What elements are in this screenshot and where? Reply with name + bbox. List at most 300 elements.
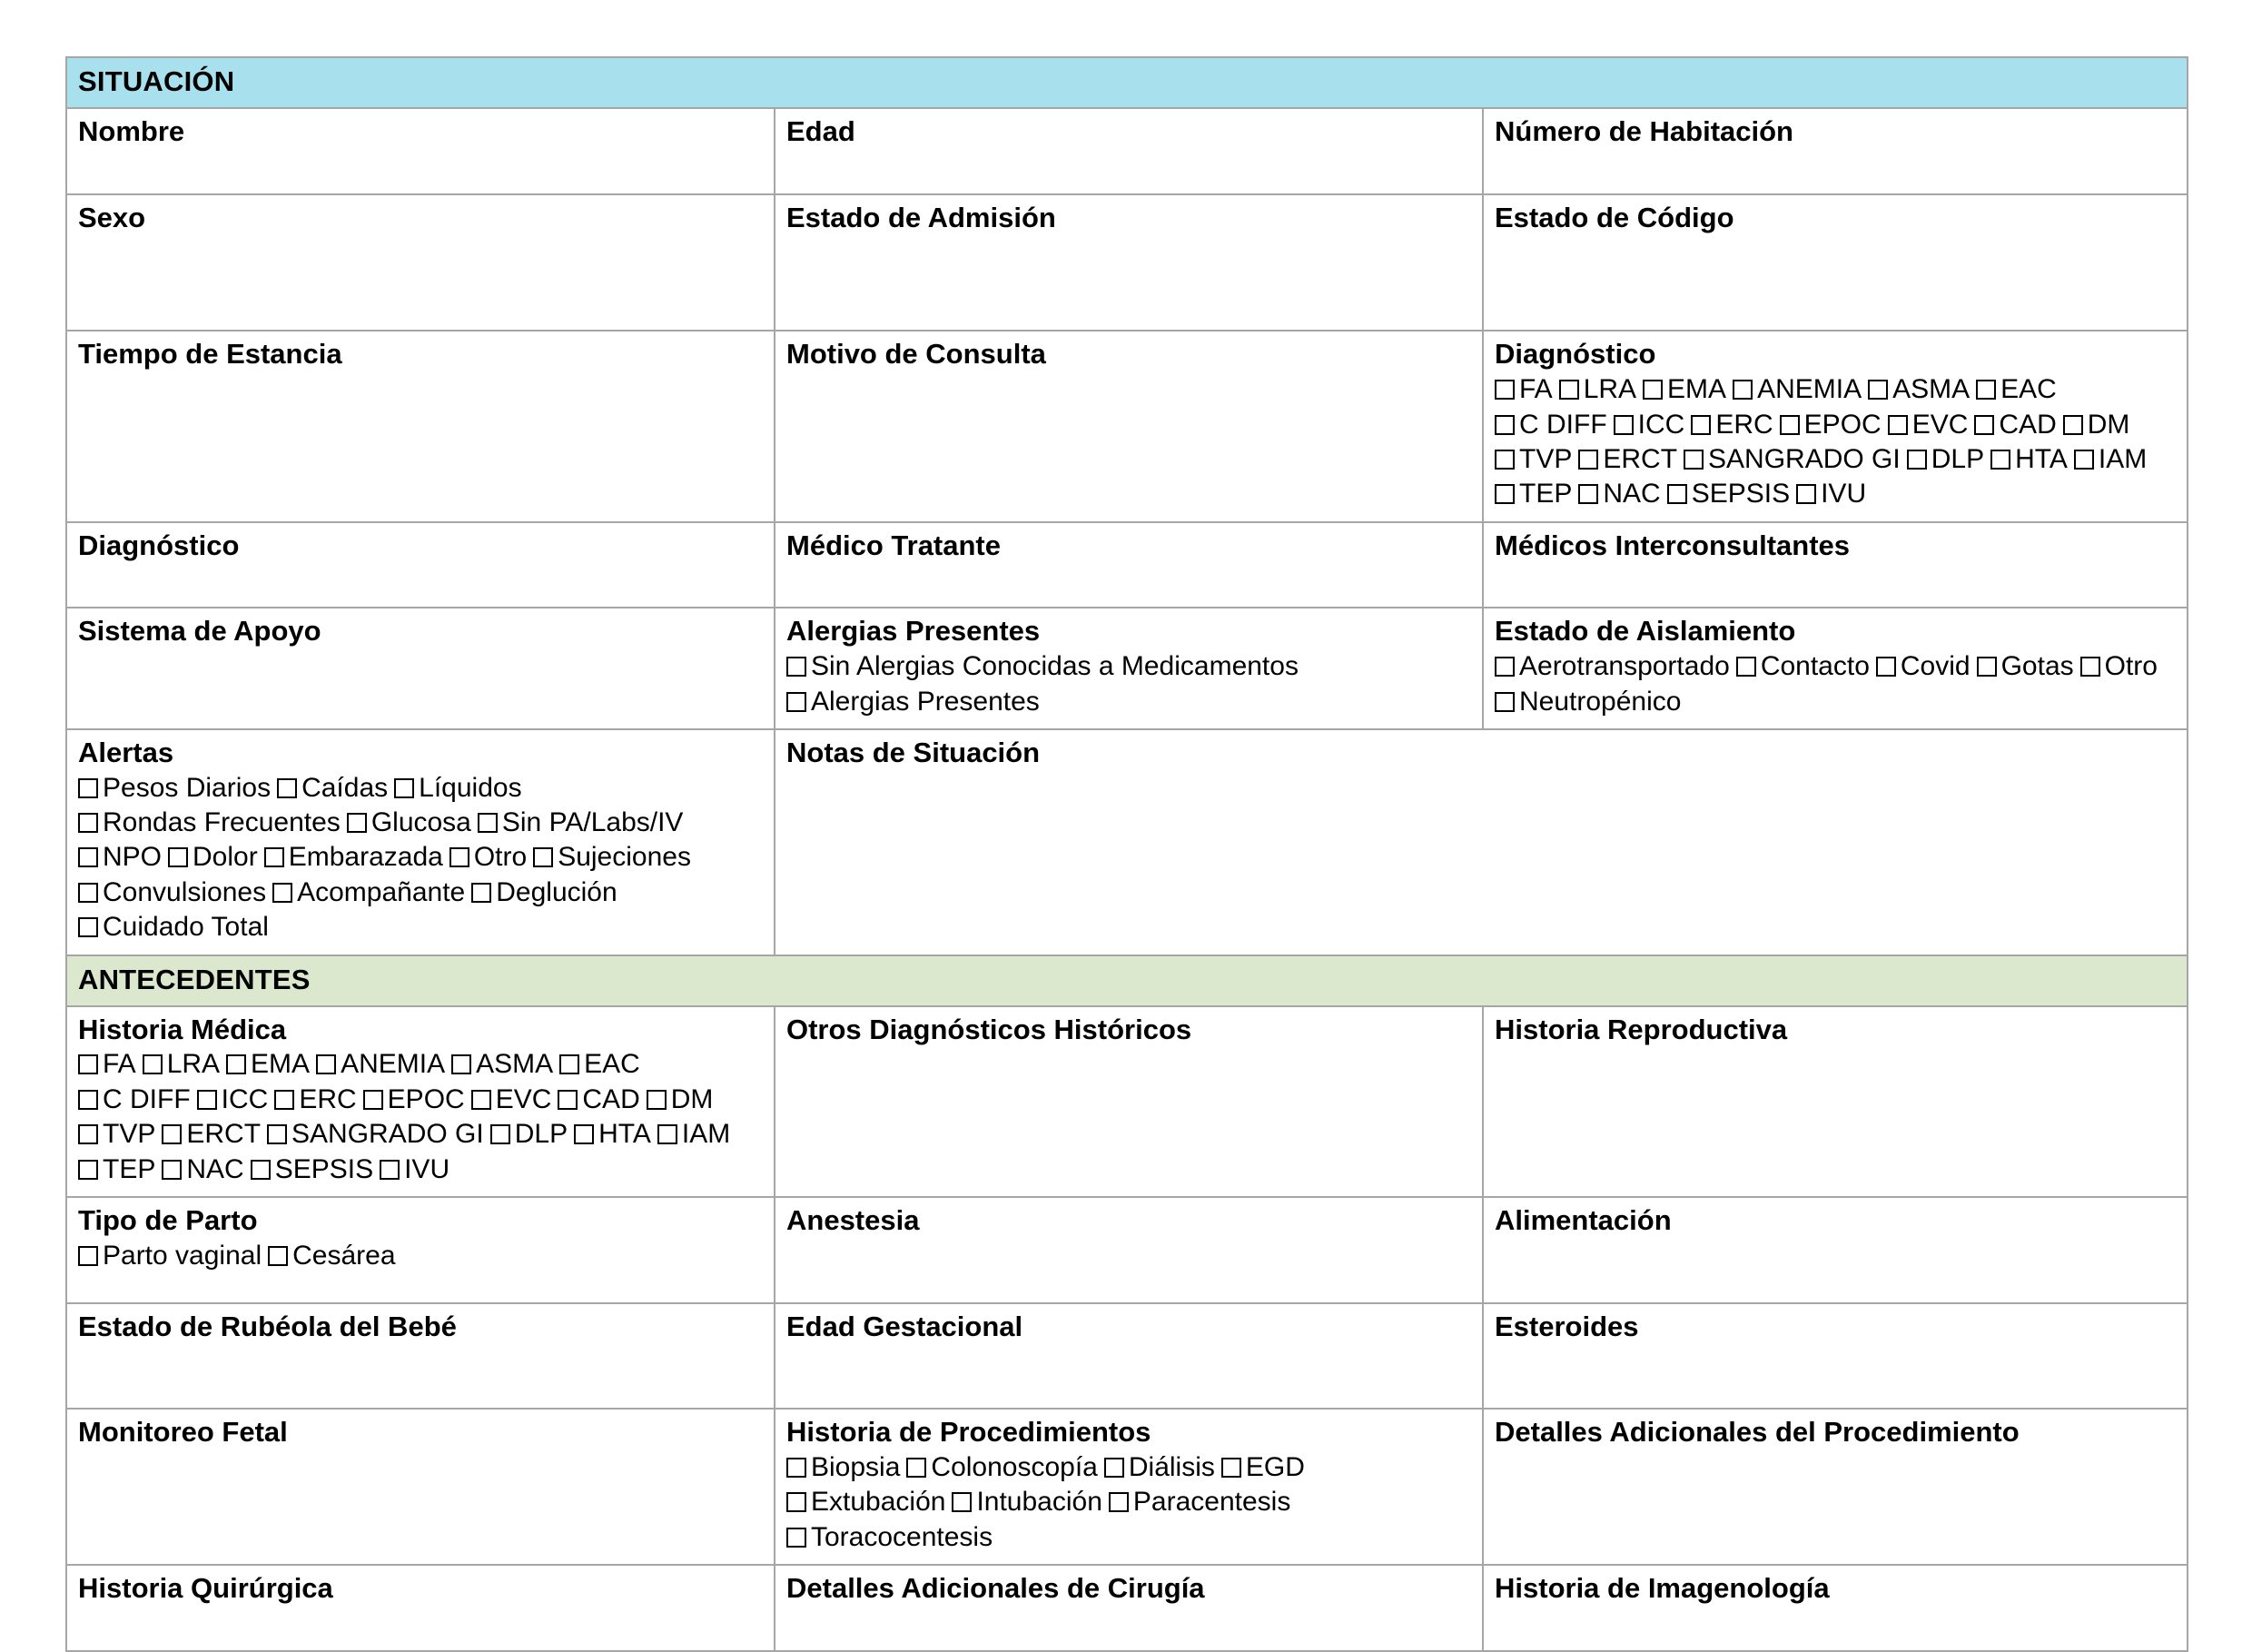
checkbox-option[interactable] [1578,477,1660,511]
form-field-cell[interactable] [1483,194,2188,331]
checkbox-icon[interactable] [1691,415,1711,435]
checkbox-label: FA [1519,374,1553,405]
checkbox-icon[interactable] [162,1124,182,1144]
form-row [66,1006,2188,1197]
checkbox-icon[interactable] [264,847,284,867]
checkbox-icon[interactable] [1796,484,1816,504]
form-field-cell[interactable] [775,608,1483,729]
checkbox-option[interactable] [471,875,617,910]
checkbox-option-group [1495,649,2176,719]
checkbox-icon[interactable] [1109,1492,1129,1512]
form-field-cell[interactable] [775,1303,1483,1410]
checkbox-icon[interactable] [380,1160,400,1180]
checkbox-icon[interactable] [267,1124,287,1144]
checkbox-icon[interactable] [277,778,297,798]
checkbox-option[interactable] [786,1485,945,1519]
checkbox-icon[interactable] [78,1246,98,1266]
checkbox-label: ERC [1715,409,1773,440]
checkbox-icon[interactable] [1495,380,1515,400]
checkbox-icon[interactable] [1888,415,1908,435]
checkbox-option[interactable] [1907,442,1984,477]
checkbox-icon[interactable] [574,1124,594,1144]
checkbox-option-group [78,1047,763,1187]
checkbox-label: CAD [1999,409,2057,440]
field-label: Estado de Admisión [786,201,1056,233]
checkbox-option[interactable] [78,1239,262,1273]
checkbox-icon[interactable] [1990,450,2010,470]
form-field-cell[interactable] [66,108,775,194]
form-row [66,1197,2188,1303]
checkbox-label: TEP [1519,479,1573,509]
checkbox-label: NPO [103,842,163,873]
field-label: Edad Gestacional [786,1310,1023,1342]
checkbox-label: Sujeciones [558,842,691,873]
checkbox-label: TVP [103,1119,156,1150]
checkbox-option[interactable] [274,1083,356,1117]
checkbox-icon[interactable] [1643,380,1663,400]
form-field-cell[interactable] [66,1565,775,1651]
field-label: Diagnóstico [78,529,240,561]
checkbox-option[interactable] [1780,408,1882,442]
field-label: Médico Tratante [786,529,1001,561]
checkbox-icon[interactable] [168,847,188,867]
checkbox-icon[interactable] [1736,657,1756,677]
checkbox-icon[interactable] [471,1090,491,1110]
checkbox-icon[interactable] [1667,484,1687,504]
form-field-cell[interactable] [1483,1409,2188,1565]
checkbox-label: Otro [2104,651,2158,682]
form-field-cell[interactable] [1483,608,2188,729]
checkbox-label: Colonoscopía [931,1452,1098,1483]
field-label: Motivo de Consulta [786,338,1046,371]
checkbox-option[interactable] [1733,372,1862,407]
checkbox-label: Alergias Presentes [811,686,1040,717]
field-label: Alergias Presentes [786,615,1041,648]
checkbox-icon[interactable] [78,883,98,903]
field-label: Nombre [78,115,185,147]
checkbox-icon[interactable] [1559,380,1579,400]
checkbox-option[interactable] [1643,372,1726,407]
checkbox-option[interactable] [451,1047,553,1082]
checkbox-icon[interactable] [78,1160,98,1180]
field-write-area[interactable] [78,371,763,458]
field-write-area[interactable] [786,769,2176,856]
checkbox-icon[interactable] [559,1054,579,1074]
checkbox-icon[interactable] [786,1458,806,1478]
checkbox-icon[interactable] [1495,692,1515,712]
checkbox-option-group [78,771,763,945]
checkbox-label: EMA [1667,374,1727,405]
checkbox-icon[interactable] [786,1528,806,1548]
field-write-area[interactable] [1495,1449,2176,1505]
checkbox-option[interactable] [143,1047,220,1082]
checkbox-option[interactable] [647,1083,714,1117]
checkbox-option[interactable] [363,1083,465,1117]
field-write-area[interactable] [786,371,1471,458]
form-field-cell[interactable] [775,108,1483,194]
checkbox-label: ASMA [1892,374,1970,405]
checkbox-label: EGD [1245,1452,1305,1483]
checkbox-icon[interactable] [1495,415,1515,435]
checkbox-option[interactable] [162,1117,261,1152]
checkbox-icon[interactable] [1104,1458,1124,1478]
checkbox-option[interactable] [1614,408,1685,442]
checkbox-icon[interactable] [274,1090,294,1110]
form-row [66,608,2188,729]
field-label: Sexo [78,201,146,233]
form-field-cell[interactable] [775,729,2188,955]
form-field-cell[interactable] [1483,1197,2188,1303]
checkbox-option[interactable] [1888,408,1969,442]
checkbox-label: C DIFF [103,1083,191,1114]
checkbox-option[interactable] [786,1450,900,1485]
checkbox-icon[interactable] [1974,415,1994,435]
checkbox-icon[interactable] [1733,380,1753,400]
checkbox-option[interactable] [952,1485,1101,1519]
field-label: Monitoreo Fetal [78,1416,288,1449]
checkbox-label: ANEMIA [341,1049,446,1080]
field-write-area[interactable] [78,148,763,184]
checkbox-label: Deglución [496,876,617,907]
checkbox-option[interactable] [574,1117,651,1152]
checkbox-label: EPOC [387,1083,465,1114]
checkbox-option[interactable] [1868,372,1970,407]
form-field-cell[interactable] [66,1197,775,1303]
field-write-area[interactable] [1495,148,2176,184]
checkbox-label: Pesos Diarios [103,772,272,803]
checkbox-option[interactable] [1221,1450,1305,1485]
checkbox-icon[interactable] [363,1090,383,1110]
checkbox-option[interactable] [2074,442,2147,477]
checkbox-option[interactable] [558,1083,639,1117]
checkbox-option[interactable] [1876,649,1970,684]
field-write-area[interactable] [786,1045,1471,1133]
checkbox-icon[interactable] [197,1090,217,1110]
checkbox-label: ERCT [1603,443,1678,474]
form-field-cell[interactable] [1483,1006,2188,1197]
field-write-area[interactable] [78,233,763,321]
checkbox-option-group [786,1450,1471,1555]
form-field-cell[interactable] [1483,522,2188,608]
field-write-area[interactable] [1495,561,2176,598]
checkbox-option-group [1495,372,2176,512]
section-header-situacion [66,57,2188,108]
checkbox-label: Embarazada [288,842,443,873]
checkbox-icon[interactable] [347,813,367,833]
checkbox-option[interactable] [1736,649,1870,684]
form-field-cell[interactable] [66,729,775,955]
checkbox-option[interactable] [490,1117,568,1152]
form-field-cell[interactable] [775,331,1483,521]
checkbox-option[interactable] [906,1450,1097,1485]
form-field-cell[interactable] [775,1565,1483,1651]
checkbox-icon[interactable] [1578,484,1598,504]
checkbox-option[interactable] [78,1117,155,1152]
checkbox-icon[interactable] [786,657,806,677]
checkbox-label: TEP [103,1153,156,1184]
checkbox-icon[interactable] [1684,450,1704,470]
field-label: Edad [786,115,855,147]
checkbox-option[interactable] [786,649,1299,684]
section-title: ANTECEDENTES [78,963,311,995]
form-field-cell[interactable] [1483,1565,2188,1651]
checkbox-option[interactable] [471,1083,552,1117]
checkbox-option[interactable] [1976,372,2057,407]
checkbox-icon[interactable] [1495,657,1515,677]
field-label: Detalles Adicionales de Cirugía [786,1572,1205,1605]
field-label: Esteroides [1495,1310,1639,1342]
form-field-cell[interactable] [775,1409,1483,1565]
checkbox-option[interactable] [1559,372,1636,407]
checkbox-label: ICC [221,1083,269,1114]
checkbox-option[interactable] [2080,649,2158,684]
checkbox-icon[interactable] [1868,380,1888,400]
checkbox-option[interactable] [272,875,465,910]
checkbox-icon[interactable] [1780,415,1800,435]
form-field-cell[interactable] [66,1409,775,1565]
checkbox-label: C DIFF [1519,409,1607,440]
checkbox-option[interactable] [1104,1450,1215,1485]
checkbox-option[interactable] [264,840,443,875]
field-write-area[interactable] [1495,1045,2176,1133]
checkbox-option[interactable] [226,1047,310,1082]
field-write-area[interactable] [1495,1605,2176,1641]
checkbox-label: ASMA [476,1049,554,1080]
checkbox-icon[interactable] [316,1054,336,1074]
checkbox-icon[interactable] [533,847,553,867]
checkbox-icon[interactable] [471,883,491,903]
field-write-area[interactable] [786,148,1471,184]
checkbox-option[interactable] [380,1152,449,1187]
checkbox-icon[interactable] [1221,1458,1241,1478]
form-row [66,1565,2188,1651]
form-row [66,1409,2188,1565]
checkbox-option[interactable] [1495,372,1553,407]
checkbox-option[interactable] [268,1239,395,1273]
checkbox-label: EAC [2000,374,2057,405]
checkbox-option[interactable] [786,685,1040,719]
field-label: Estado de Rubéola del Bebé [78,1310,457,1342]
checkbox-label: Biopsia [811,1452,901,1483]
checkbox-icon[interactable] [906,1458,926,1478]
checkbox-label: IVU [1821,479,1867,509]
checkbox-option[interactable] [251,1152,373,1187]
checkbox-option[interactable] [1977,649,2074,684]
field-write-area[interactable] [78,1449,763,1505]
checkbox-label: Rondas Frecuentes [103,807,341,838]
field-label: Otros Diagnósticos Históricos [786,1013,1192,1045]
checkbox-icon[interactable] [449,847,469,867]
checkbox-label: HTA [2015,443,2068,474]
checkbox-option[interactable] [533,840,691,875]
checkbox-icon[interactable] [394,778,414,798]
checkbox-option[interactable] [657,1117,730,1152]
field-write-area[interactable] [78,561,763,598]
checkbox-icon[interactable] [2063,415,2083,435]
checkbox-option[interactable] [1495,408,1607,442]
checkbox-option[interactable] [78,910,269,945]
checkbox-option[interactable] [197,1083,269,1117]
checkbox-option[interactable] [78,1152,155,1187]
checkbox-icon[interactable] [647,1090,667,1110]
form-row [66,522,2188,608]
checkbox-option[interactable] [1109,1485,1290,1519]
checkbox-option[interactable] [168,840,258,875]
checkbox-icon[interactable] [657,1124,677,1144]
field-write-area[interactable] [786,561,1471,598]
checkbox-icon[interactable] [1495,450,1515,470]
field-write-area[interactable] [786,1237,1471,1293]
checkbox-option[interactable] [786,1520,993,1555]
checkbox-option[interactable] [1667,477,1790,511]
field-write-area[interactable] [786,233,1471,321]
form-field-cell[interactable] [66,1006,775,1197]
checkbox-label: Aerotransportado [1519,651,1730,682]
checkbox-option[interactable] [1578,442,1677,477]
field-write-area[interactable] [1495,1237,2176,1293]
patient-handoff-form [65,56,2188,1652]
form-field-cell[interactable] [66,522,775,608]
checkbox-icon[interactable] [268,1246,288,1266]
checkbox-option[interactable] [1974,408,2056,442]
field-label: Historia Quirúrgica [78,1572,333,1605]
field-label: Notas de Situación [786,736,1041,768]
field-write-area[interactable] [1495,233,2176,321]
checkbox-option[interactable] [394,771,521,806]
field-write-area[interactable] [1495,1342,2176,1399]
checkbox-option[interactable] [559,1047,640,1082]
checkbox-icon[interactable] [952,1492,972,1512]
form-row [66,108,2188,194]
checkbox-icon[interactable] [1977,657,1997,677]
checkbox-icon[interactable] [251,1160,271,1180]
field-write-area[interactable] [78,648,763,704]
checkbox-icon[interactable] [786,1492,806,1512]
field-label: Historia de Imagenología [1495,1572,1830,1605]
checkbox-icon[interactable] [1495,484,1515,504]
form-field-cell[interactable] [1483,331,2188,521]
field-label: Anestesia [786,1203,920,1236]
form-field-cell[interactable] [1483,1303,2188,1410]
checkbox-label: IVU [404,1153,450,1184]
checkbox-option[interactable] [78,875,266,910]
checkbox-icon[interactable] [143,1054,163,1074]
checkbox-icon[interactable] [490,1124,510,1144]
field-label: Historia Reproductiva [1495,1013,1788,1045]
form-field-cell[interactable] [66,331,775,521]
form-field-cell[interactable] [775,1197,1483,1303]
checkbox-option[interactable] [78,840,162,875]
checkbox-icon[interactable] [1578,450,1598,470]
checkbox-icon[interactable] [78,1090,98,1110]
checkbox-option[interactable] [78,1083,191,1117]
checkbox-icon[interactable] [78,1124,98,1144]
form-field-cell[interactable] [775,194,1483,331]
field-label: Tipo de Parto [78,1203,258,1236]
form-field-cell[interactable] [775,522,1483,608]
form-row [66,1303,2188,1410]
field-label: Número de Habitación [1495,115,1793,147]
checkbox-icon[interactable] [78,1054,98,1074]
form-field-cell[interactable] [775,1006,1483,1197]
checkbox-icon[interactable] [786,692,806,712]
field-write-area[interactable] [786,1605,1471,1641]
field-write-area[interactable] [786,1342,1471,1399]
checkbox-icon[interactable] [272,883,292,903]
field-label: Estado de Aislamiento [1495,615,1796,648]
checkbox-icon[interactable] [1907,450,1927,470]
checkbox-option[interactable] [78,1047,136,1082]
checkbox-icon[interactable] [78,847,98,867]
checkbox-option-group [786,649,1471,719]
checkbox-icon[interactable] [478,813,498,833]
checkbox-option[interactable] [1796,477,1866,511]
checkbox-icon[interactable] [162,1160,182,1180]
checkbox-icon[interactable] [2074,450,2094,470]
checkbox-icon[interactable] [1876,657,1896,677]
checkbox-option[interactable] [162,1152,243,1187]
checkbox-icon[interactable] [451,1054,471,1074]
checkbox-label: Caídas [301,772,389,803]
checkbox-label: LRA [1583,374,1637,405]
checkbox-option[interactable] [78,771,271,806]
field-label: Diagnóstico [1495,338,1656,371]
checkbox-icon[interactable] [558,1090,578,1110]
checkbox-option[interactable] [347,806,471,840]
checkbox-icon[interactable] [226,1054,246,1074]
checkbox-option[interactable] [1495,477,1572,511]
checkbox-option[interactable] [478,806,684,840]
checkbox-option[interactable] [1495,685,1681,719]
checkbox-label: Gotas [2000,651,2074,682]
form-field-cell[interactable] [1483,108,2188,194]
checkbox-option[interactable] [267,1117,484,1152]
form-field-cell[interactable] [66,1303,775,1410]
checkbox-icon[interactable] [78,917,98,937]
checkbox-option[interactable] [1684,442,1901,477]
checkbox-option[interactable] [316,1047,445,1082]
checkbox-label: Cuidado Total [103,912,269,943]
field-write-area[interactable] [78,1605,763,1641]
field-write-area[interactable] [78,1342,763,1399]
checkbox-icon[interactable] [78,813,98,833]
checkbox-label: DM [670,1083,714,1114]
checkbox-icon[interactable] [78,778,98,798]
checkbox-option[interactable] [1990,442,2068,477]
checkbox-label: DLP [514,1119,568,1150]
checkbox-label: Diálisis [1128,1452,1215,1483]
checkbox-option[interactable] [449,840,527,875]
checkbox-option[interactable] [1495,442,1572,477]
field-label: Historia de Procedimientos [786,1416,1151,1449]
checkbox-option[interactable] [1691,408,1773,442]
checkbox-option[interactable] [277,771,388,806]
checkbox-icon[interactable] [1976,380,1996,400]
field-label: Historia Médica [78,1013,287,1045]
section-header-antecedentes [66,955,2188,1006]
checkbox-label: Otro [473,842,528,873]
checkbox-option[interactable] [2063,408,2130,442]
checkbox-icon[interactable] [2080,657,2100,677]
checkbox-label: Líquidos [419,772,522,803]
checkbox-option[interactable] [78,806,341,840]
checkbox-icon[interactable] [1614,415,1634,435]
form-field-cell[interactable] [66,608,775,729]
field-label: Tiempo de Estancia [78,338,342,371]
form-field-cell[interactable] [66,194,775,331]
checkbox-option[interactable] [1495,649,1730,684]
checkbox-label: ERCT [186,1119,262,1150]
